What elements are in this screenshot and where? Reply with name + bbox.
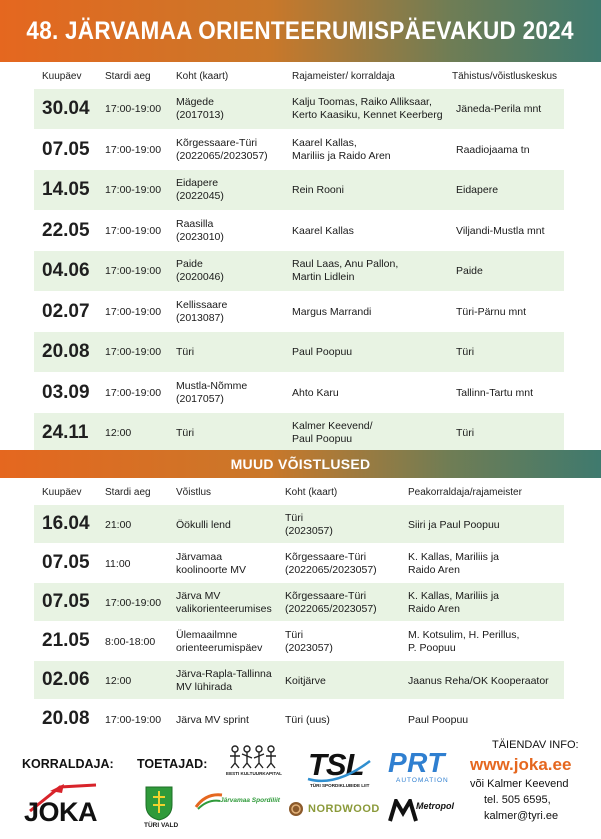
table-row (34, 129, 564, 170)
tsl-sub-text: TÜRI SPORDIKLUBIDE LIIT (310, 783, 370, 788)
row-date: 07.05 (42, 138, 90, 160)
contact-name: või Kalmer Keevend (470, 778, 569, 790)
nordwood-text: NORDWOOD (308, 803, 380, 815)
row-date: 24.11 (42, 422, 89, 443)
row-place: Koitjärve (285, 675, 326, 687)
info-label: TÄIENDAV INFO: (492, 739, 579, 751)
row-marking: Paide (456, 265, 483, 277)
row-date: 04.06 (42, 260, 90, 281)
supporters-label: TOETAJAD: (137, 757, 208, 771)
header-date: Kuupäev (42, 71, 82, 82)
kultuurkapital-text: EESTI KULTUURKAPITAL (226, 771, 282, 776)
row-marking: Eidapere (456, 184, 499, 196)
row-place: Mägede (176, 96, 214, 108)
row-start-time: 17:00-19:00 (105, 386, 162, 399)
row-event: valikorienteerumises (176, 603, 272, 615)
row-marking: Türi-Pärnu mnt (456, 305, 527, 318)
row-date: 21.05 (42, 630, 90, 651)
row-start-time: 17:00-19:00 (105, 184, 162, 196)
row-marking: Türi (456, 427, 475, 439)
footer (0, 735, 601, 839)
header-date: Kuupäev (42, 487, 82, 498)
row-start-time: 17:00-19:00 (105, 265, 162, 277)
row-organizer: Ahto Karu (292, 386, 339, 399)
row-marking: Jäneda-Perila mnt (456, 103, 542, 115)
row-place: Kellissaare (176, 298, 228, 311)
row-organizer: Kerto Kaasiku, Kennet Keerberg (292, 109, 443, 121)
row-date: 22.05 (42, 219, 90, 241)
table-row (34, 88, 564, 129)
table-row (34, 210, 564, 251)
metropol-logo (388, 799, 464, 825)
row-marking: Tallinn-Tartu mnt (456, 386, 534, 399)
row-place: (2020046) (176, 271, 224, 283)
other-events-table (34, 480, 564, 738)
row-start-time: 12:00 (105, 427, 132, 439)
other-events-banner (0, 450, 601, 478)
kultuurkapital-logo (226, 743, 282, 779)
header-place: Koht (kaart) (285, 487, 338, 498)
nordwood-logo (288, 801, 380, 821)
contact-phone: tel. 505 6595, (484, 794, 551, 806)
row-organizer: Mariliis ja Raido Aren (292, 149, 391, 162)
row-place: Türi (285, 629, 304, 641)
jarvamaa-spordiliit-text: Järvamaa Spordiliit (220, 797, 280, 804)
row-date: 20.08 (42, 708, 90, 729)
row-date: 03.09 (42, 381, 90, 403)
jarvamaa-spordiliit-logo (194, 791, 280, 815)
row-place: Kõrgessaare-Türi (285, 551, 367, 563)
row-event: Järva MV (176, 590, 221, 602)
page-title: 48. JÄRVAMAA ORIENTEERUMISPÄEVAKUD 2024 (26, 16, 575, 45)
row-organizer: Raido Aren (408, 603, 460, 615)
row-marking: Viljandi-Mustla mnt (456, 224, 545, 237)
table-row (34, 169, 564, 210)
row-start-time: 17:00-19:00 (105, 305, 162, 318)
row-start-time: 8:00-18:00 (105, 636, 156, 648)
row-marking: Raadiojaama tn (456, 143, 530, 156)
row-place: (2022065/2023057) (285, 564, 377, 576)
title-banner (0, 0, 601, 62)
header-event: Võistlus (176, 487, 212, 498)
row-start-time: 12:00 (105, 675, 132, 687)
row-marking: Türi (456, 346, 475, 358)
turi-vald-logo (144, 785, 179, 833)
row-organizer: K. Kallas, Mariliis ja (408, 551, 500, 563)
header-marking: Tähistus/võistluskeskus (452, 71, 558, 82)
row-start-time: 17:00-19:00 (105, 714, 162, 726)
row-place: (2013087) (176, 311, 224, 324)
row-start-time: 21:00 (105, 519, 132, 531)
table-row (34, 372, 564, 413)
row-place: Kõrgessaare-Türi (285, 590, 367, 602)
metropol-text: Metropol (416, 801, 454, 811)
row-place: Eidapere (176, 177, 219, 189)
row-date: 16.04 (42, 513, 90, 534)
joka-logo (20, 781, 112, 833)
table-row (34, 412, 564, 453)
row-organizer: Paul Poopuu (292, 346, 353, 358)
row-event: Järva-Rapla-Tallinna (176, 668, 272, 680)
row-place: (2023010) (176, 230, 224, 243)
table-row (34, 543, 564, 582)
row-date: 02.07 (42, 300, 90, 322)
tsl-logo-text: TSL (308, 747, 364, 782)
row-place: (2017013) (176, 109, 224, 121)
row-organizer: Kaarel Kallas (292, 224, 354, 237)
prt-logo (388, 749, 448, 785)
table-row (34, 660, 564, 699)
row-place: Kõrgessaare-Türi (176, 136, 258, 149)
info-url-link[interactable]: www.joka.ee (470, 755, 572, 774)
row-organizer: Raul Laas, Anu Pallon, (292, 258, 399, 270)
row-date: 14.05 (42, 179, 90, 200)
row-event: MV lühirada (176, 681, 233, 693)
row-organizer: Raido Aren (408, 564, 460, 576)
row-date: 07.05 (42, 591, 90, 612)
row-organizer: Margus Marrandi (292, 305, 372, 318)
other-events-header (34, 480, 564, 504)
row-organizer: Jaanus Reha/OK Kooperaator (408, 675, 549, 687)
row-event: Öökulli lend (176, 519, 231, 531)
row-start-time: 17:00-19:00 (105, 346, 162, 358)
header-start-time: Stardi aeg (105, 487, 151, 498)
row-organizer: Martin Lidlein (292, 271, 355, 283)
row-start-time: 17:00-19:00 (105, 597, 162, 609)
row-organizer: Rein Rooni (292, 184, 344, 196)
table-row (34, 291, 564, 332)
other-events-title: MUUD VÕISTLUSED (230, 456, 371, 472)
header-chief-organizer: Peakorraldaja/rajameister (408, 487, 522, 498)
row-start-time: 11:00 (105, 558, 131, 570)
row-organizer: Paul Poopuu (408, 714, 469, 726)
prt-logo-text: PRT (388, 747, 445, 778)
row-start-time: 17:00-19:00 (105, 224, 162, 237)
prt-sub-text: AUTOMATION (396, 777, 449, 784)
row-event: Järvamaa (176, 551, 223, 563)
row-place: (2017057) (176, 392, 224, 405)
row-organizer: Kalmer Keevend/ (292, 420, 373, 432)
row-place: (2023057) (285, 642, 333, 654)
row-organizer: Kalju Toomas, Raiko Alliksaar, (292, 96, 432, 108)
contact-email[interactable]: kalmer@tyri.ee (484, 810, 559, 822)
turi-vald-text: TÜRI VALD (144, 822, 179, 829)
row-place: (2022065/2023057) (176, 149, 268, 162)
row-event: Ülemaailmne (176, 629, 238, 641)
row-event: koolinoorte MV (176, 564, 247, 576)
table-row (34, 250, 564, 291)
row-start-time: 17:00-19:00 (105, 143, 162, 156)
row-place: (2022045) (176, 190, 224, 202)
table-row (34, 331, 564, 372)
row-place: Türi (285, 512, 304, 524)
row-place: (2023057) (285, 525, 333, 537)
row-place: (2022065/2023057) (285, 603, 377, 615)
schedule-table (34, 64, 564, 453)
row-organizer: P. Poopuu (408, 642, 456, 654)
schedule-header (34, 64, 564, 88)
row-organizer: Paul Poopuu (292, 433, 353, 445)
row-event: orienteerumispäev (176, 642, 263, 654)
row-date: 07.05 (42, 552, 90, 573)
row-place: Türi (uus) (285, 714, 330, 726)
row-start-time: 17:00-19:00 (105, 103, 162, 115)
row-date: 30.04 (42, 98, 90, 119)
table-row (34, 699, 564, 738)
tsl-logo (306, 749, 372, 789)
table-row (34, 582, 564, 621)
joka-logo-text: JOKA (24, 797, 98, 827)
header-start-time: Stardi aeg (105, 71, 151, 82)
row-place: Mustla-Nõmme (176, 379, 248, 392)
row-place: Raasilla (176, 217, 214, 230)
organizer-label: KORRALDAJA: (22, 757, 114, 771)
row-organizer: Kaarel Kallas, (292, 136, 357, 149)
row-date: 02.06 (42, 669, 90, 690)
table-row (34, 504, 564, 543)
row-organizer: K. Kallas, Mariliis ja (408, 590, 500, 602)
header-organizer: Rajameister/ korraldaja (292, 71, 395, 82)
table-row (34, 621, 564, 660)
row-place: Paide (176, 258, 203, 270)
row-place: Türi (176, 427, 195, 439)
row-date: 20.08 (42, 341, 90, 362)
row-organizer: M. Kotsulim, H. Perillus, (408, 629, 520, 641)
row-event: Järva MV sprint (176, 714, 249, 726)
row-organizer: Siiri ja Paul Poopuu (408, 519, 500, 531)
row-place: Türi (176, 346, 195, 358)
header-place: Koht (kaart) (176, 71, 229, 82)
